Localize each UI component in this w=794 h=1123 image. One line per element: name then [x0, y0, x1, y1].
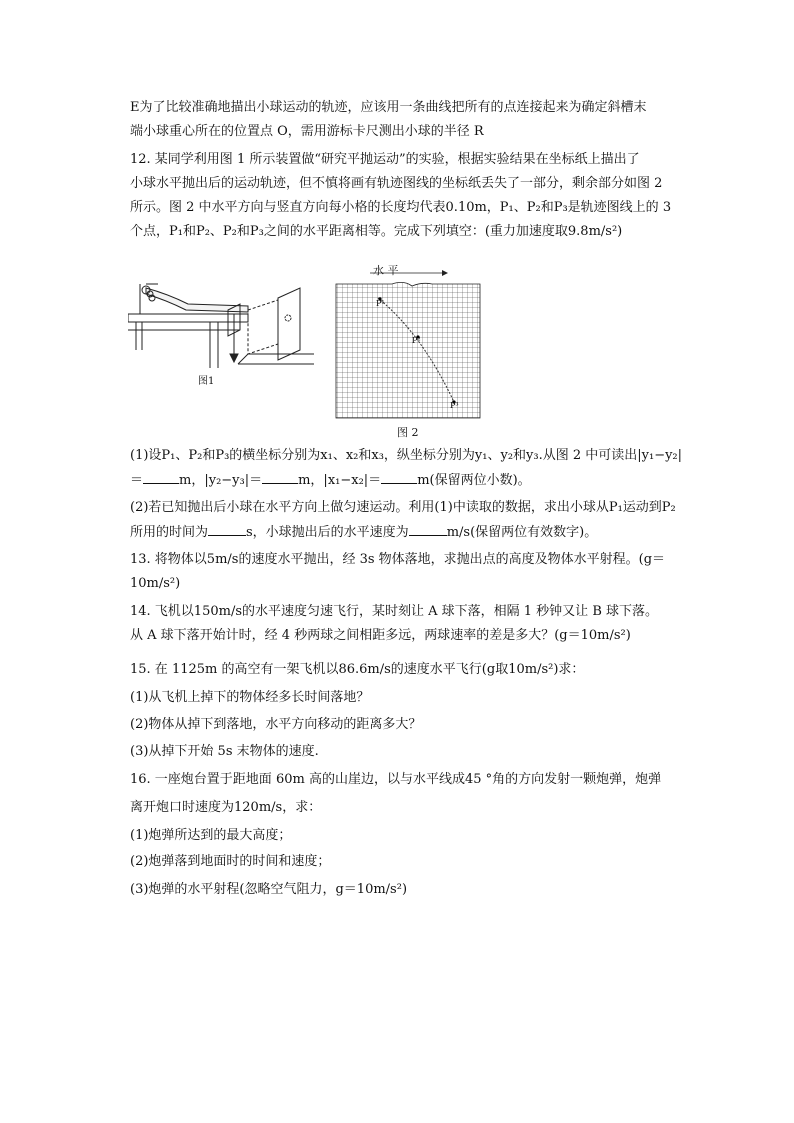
text-line: (1)从飞机上掉下的物体经多长时间落地？ [130, 690, 370, 705]
figure-2-caption: 图 2 [397, 426, 419, 439]
text-span: m，|y₂−y₃|＝ [179, 473, 263, 488]
question-12: 12. 某同学利用图 1 所示装置做“研究平抛运动”的实验，根据实验结果在坐标纸上描出了 [130, 152, 640, 167]
text-line: 小球水平抛出后的运动轨迹，但不慎将画有轨迹图线的坐标纸丢失了一部分，剩余部分如图 2 [130, 176, 663, 191]
text-span: 所用的时间为 [130, 525, 209, 540]
text-line: 从 A 球下落开始计时，经 4 秒两球之间相距多远，两球速率的差是多大？(g＝10m/s²) [130, 628, 631, 643]
text-line: 所示。图 2 中水平方向与竖直方向每小格的长度均代表0.10m，P₁、P₂和P₃是轨迹图线上的 3 [130, 200, 672, 215]
figure-2-arrow-label: 水 平 [373, 264, 399, 277]
question-15: 15. 在 1125m 的高空有一架飞机以86.6m/s的速度水平飞行(g取10m/s²)求： [130, 662, 585, 677]
point-p1-label: P¹ [376, 299, 385, 308]
text-line: 10m/s²) [130, 576, 181, 591]
text-span: ＝ [130, 473, 144, 488]
answer-blank-x1-x2[interactable] [381, 471, 417, 484]
text-line: 个点，P₁和P₂、P₂和P₃之间的水平距离相等。完成下列填空：(重力加速度取9.8m/s²) [130, 224, 623, 239]
text-span: m，|x₁−x₂|＝ [298, 473, 382, 488]
text-line: (3)炮弹的水平射程(忽略空气阻力，g＝10m/s²) [130, 882, 408, 897]
point-p2-label: P² [412, 336, 421, 345]
text-span: s，小球抛出后的水平速度为 [246, 525, 409, 540]
figure-1-caption: 图1 [198, 376, 215, 387]
text-line: 端小球重心所在的位置点 O，需用游标卡尺测出小球的半径 R [130, 124, 484, 139]
text-line: (1)炮弹所达到的最大高度； [130, 828, 292, 843]
question-16: 16. 一座炮台置于距地面 60m 高的山崖边，以与水平线成45 °角的方向发射一颗炮弹，炮弹 [130, 772, 662, 787]
question-14: 14. 飞机以150m/s的水平速度匀速飞行，某时刻让 A 球下落，相隔 1 秒钟又让 B 球下落。 [130, 604, 659, 619]
text-line: 离开炮口时速度为120m/s，求： [130, 800, 322, 815]
text-line: (2)物体从掉下到落地，水平方向移动的距离多大？ [130, 717, 422, 732]
text-line: E为了比较准确地描出小球运动的轨迹，应该用一条曲线把所有的点连接起来为确定斜槽末 [130, 100, 647, 115]
text-line: (2)炮弹落到地面时的时间和速度； [130, 854, 331, 869]
text-line: (2)若已知抛出后小球在水平方向上做匀速运动。利用(1)中读取的数据，求出小球从P₁运动到P₂ [130, 500, 676, 515]
fill-in-line [130, 523, 597, 542]
answer-blank-time[interactable] [208, 523, 246, 536]
question-13: 13. 将物体以5m/s的速度水平抛出，经 3s 物体落地，求抛出点的高度及物体水平射程。(g＝ [130, 552, 666, 567]
text-span: m(保留两位小数)。 [417, 473, 531, 488]
text-line: (3)从掉下开始 5s 末物体的速度. [130, 744, 319, 759]
figure-1-apparatus [128, 270, 318, 382]
fill-in-line [130, 471, 531, 490]
figure-2-grid [332, 262, 482, 440]
answer-blank-y1-y2[interactable] [143, 471, 179, 484]
text-span: m/s(保留两位有效数字)。 [446, 525, 598, 540]
point-p3-label: P³ [450, 401, 459, 410]
text-line: (1)设P₁、P₂和P₃的横坐标分别为x₁、x₂和x₃，纵坐标分别为y₁、y₂和y₃.从图 2 中可读出|y₁−y₂| [130, 448, 683, 463]
answer-blank-y2-y3[interactable] [262, 471, 298, 484]
answer-blank-velocity[interactable] [409, 523, 447, 536]
